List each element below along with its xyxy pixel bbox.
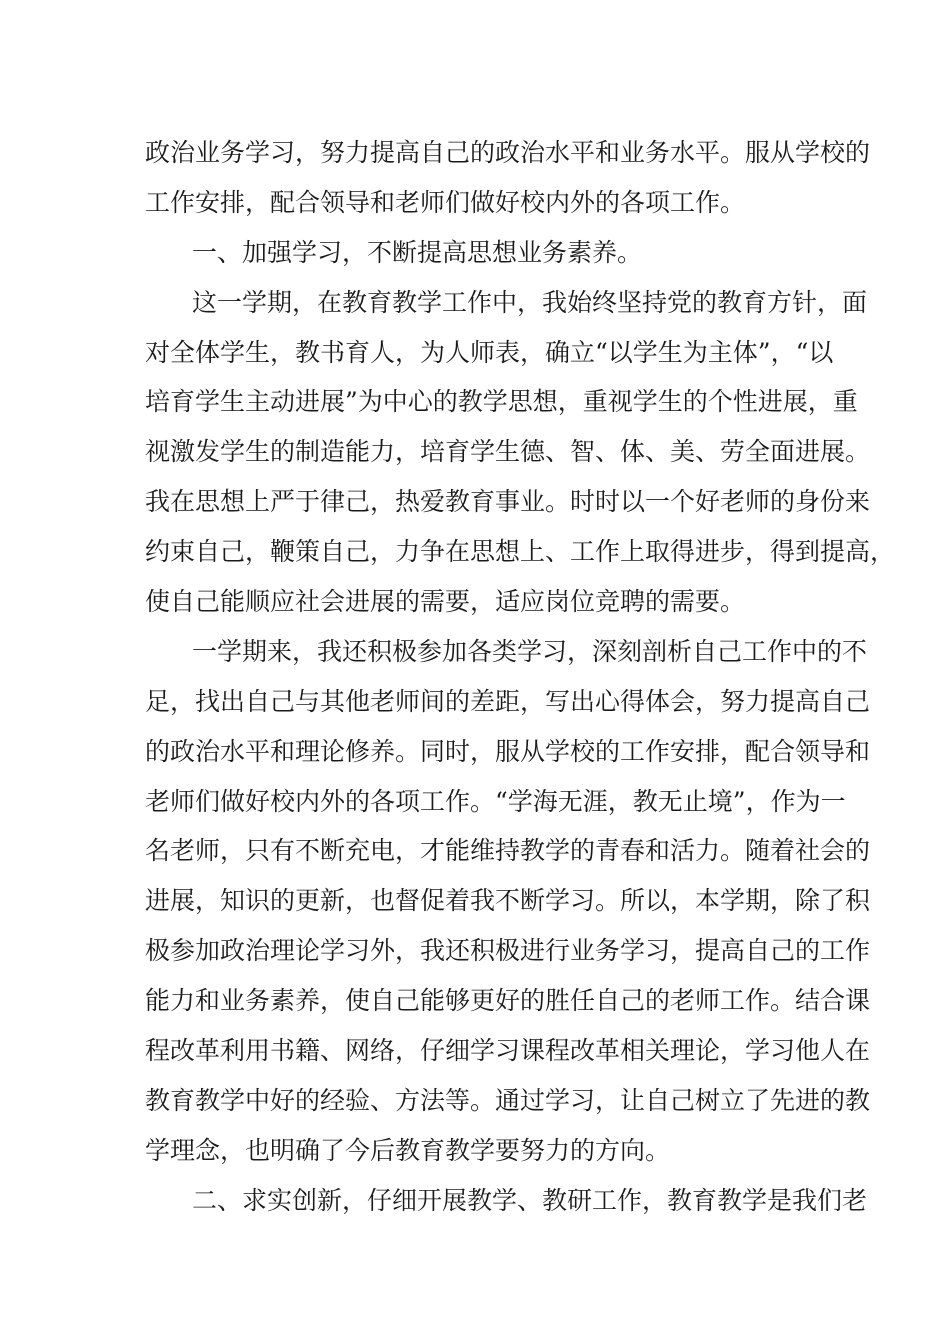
text-line: 名老师，只有不断充电，才能维持教学的青春和活力。随着社会的 — [145, 836, 871, 866]
text-line: 使自己能顺应社会进展的需要，适应岗位竞聘的需要。 — [145, 587, 746, 617]
text-line: 约束自己，鞭策自己，力争在思想上、工作上取得进步，得到提高， — [145, 537, 896, 567]
text-line: 进展，知识的更新，也督促着我不断学习。所以，本学期，除了积 — [145, 886, 871, 916]
section-heading: 二、求实创新，仔细开展教学、教研工作，教育教学是我们老 — [192, 1185, 868, 1215]
text-line: 教育教学中好的经验、方法等。通过学习，让自己树立了先进的教 — [145, 1085, 871, 1115]
text-line: 对全体学生，教书育人，为人师表，确立“以学生为主体”，“以 — [145, 337, 834, 367]
text-line: 培育学生主动进展”为中心的教学思想，重视学生的个性进展，重 — [145, 387, 858, 417]
text-line: 能力和业务素养，使自己能够更好的胜任自己的老师工作。结合课 — [145, 986, 871, 1016]
text-line: 视激发学生的制造能力，培育学生德、智、体、美、劳全面进展。 — [145, 437, 871, 467]
text-line: 工作安排，配合领导和老师们做好校内外的各项工作。 — [145, 187, 746, 217]
text-line: 极参加政治理论学习外，我还积极进行业务学习，提高自己的工作 — [145, 936, 871, 966]
text-line: 这一学期，在教育教学工作中，我始终坚持党的教育方针，面 — [192, 287, 868, 317]
text-line: 程改革利用书籍、网络，仔细学习课程改革相关理论，学习他人在 — [145, 1036, 871, 1066]
text-line: 一学期来，我还积极参加各类学习，深刻剖析自己工作中的不 — [192, 636, 868, 666]
text-line: 政治业务学习，努力提高自己的政治水平和业务水平。服从学校的 — [145, 138, 871, 167]
text-line: 老师们做好校内外的各项工作。“学海无涯，教无止境”，作为一 — [145, 786, 846, 816]
text-line: 足，找出自己与其他老师间的差距，写出心得体会，努力提高自己 — [145, 686, 871, 716]
document-body — [145, 128, 896, 1226]
text-line: 学理念，也明确了今后教育教学要努力的方向。 — [145, 1135, 671, 1165]
text-line: 我在思想上严于律己，热爱教育事业。时时以一个好老师的身份来 — [145, 487, 871, 517]
text-line: 的政治水平和理论修养。同时，服从学校的工作安排，配合领导和 — [145, 736, 871, 766]
section-heading: 一、加强学习，不断提高思想业务素养。 — [192, 237, 643, 267]
